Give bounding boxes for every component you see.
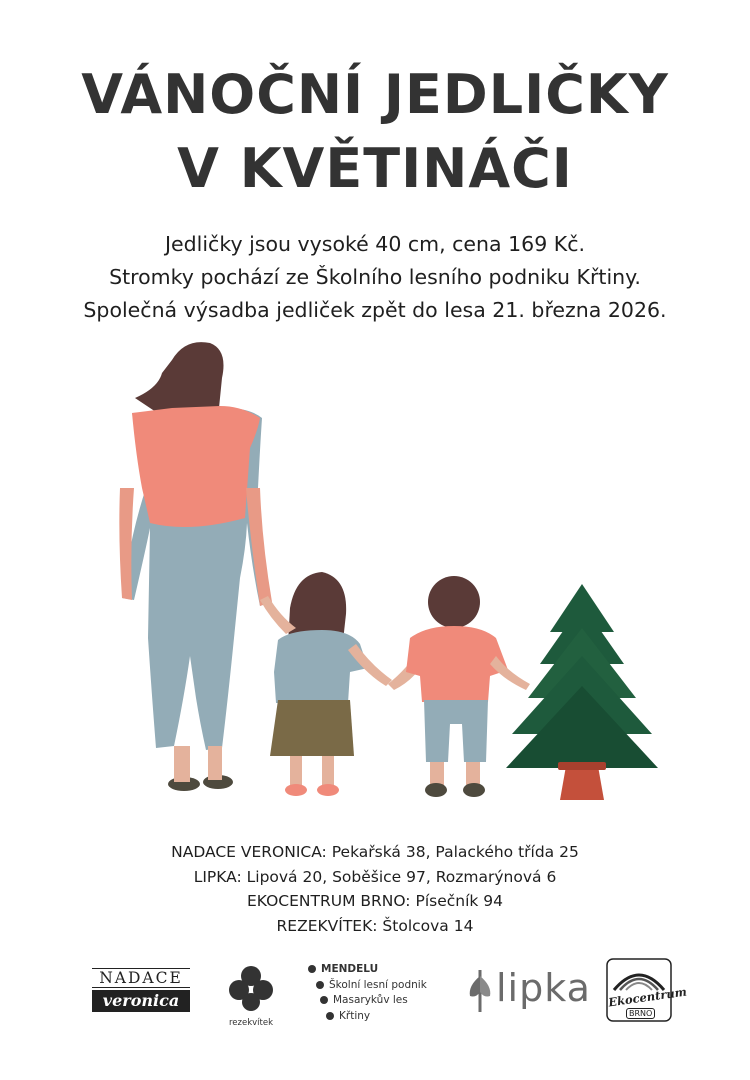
intro-line-3: Společná výsadba jedliček zpět do lesa 21. března 2026. [83,298,667,322]
address-row [0,914,750,939]
address-value: Písečník 94 [415,892,504,910]
address-label: EKOCENTRUM BRNO: [246,892,411,910]
mendelu-logo [308,962,458,1024]
address-row [0,840,750,865]
address-label: REZEKVÍTEK: [276,916,378,935]
family-illustration [110,338,700,808]
ekocentrum-wordmark: Ekocentrum [607,984,688,1010]
lipka-logo [466,966,591,1016]
mendelu-line: MENDELU [308,962,458,978]
clover-icon [226,964,276,1012]
dot-icon [320,996,328,1004]
partner-logos [0,950,750,1030]
mendelu-line: Masarykův les [308,993,458,1009]
dot-icon [308,965,316,973]
address-value: Pekařská 38, Palackého třída 25 [331,843,579,861]
intro-line-2: Stromky pochází ze Školního lesního podniku Křtiny. [109,265,641,289]
address-value: Štolcova 14 [382,916,474,935]
address-label: NADACE VERONICA: [171,843,327,861]
christmas-tree [506,584,658,800]
lipka-wordmark: lipka [496,966,591,1010]
boy-figure [388,576,530,797]
nadace-logo-top: NADACE [92,968,190,988]
ekocentrum-sub: BRNO [626,1008,655,1019]
mendelu-line: Školní lesní podnik [308,978,458,994]
title-line-1: VÁNOČNÍ JEDLIČKY [81,63,669,126]
rezekvitek-logo [224,964,278,1028]
girl-figure [260,572,392,796]
dot-icon [316,981,324,989]
nadace-logo-bottom: veronica [92,990,190,1012]
dot-icon [326,1012,334,1020]
mendelu-line: Křtiny [308,1009,458,1025]
intro-line-1: Jedličky jsou vysoké 40 cm, cena 169 Kč. [164,232,585,256]
leaf-icon [466,968,494,1014]
address-row [0,865,750,890]
title-line-2: V KVĚTINÁČI [177,137,573,200]
poster-title [0,58,750,206]
intro-text [0,228,750,327]
rezekvitek-label: rezekvítek [228,1018,274,1028]
pickup-addresses [0,840,750,938]
ekocentrum-logo [604,956,688,1024]
nadace-veronica-logo [92,968,190,1016]
address-label: LIPKA: [193,867,242,886]
mother-figure [119,342,272,791]
address-row [0,889,750,914]
address-value: Lipová 20, Soběšice 97, Rozmarýnová 6 [246,867,557,886]
